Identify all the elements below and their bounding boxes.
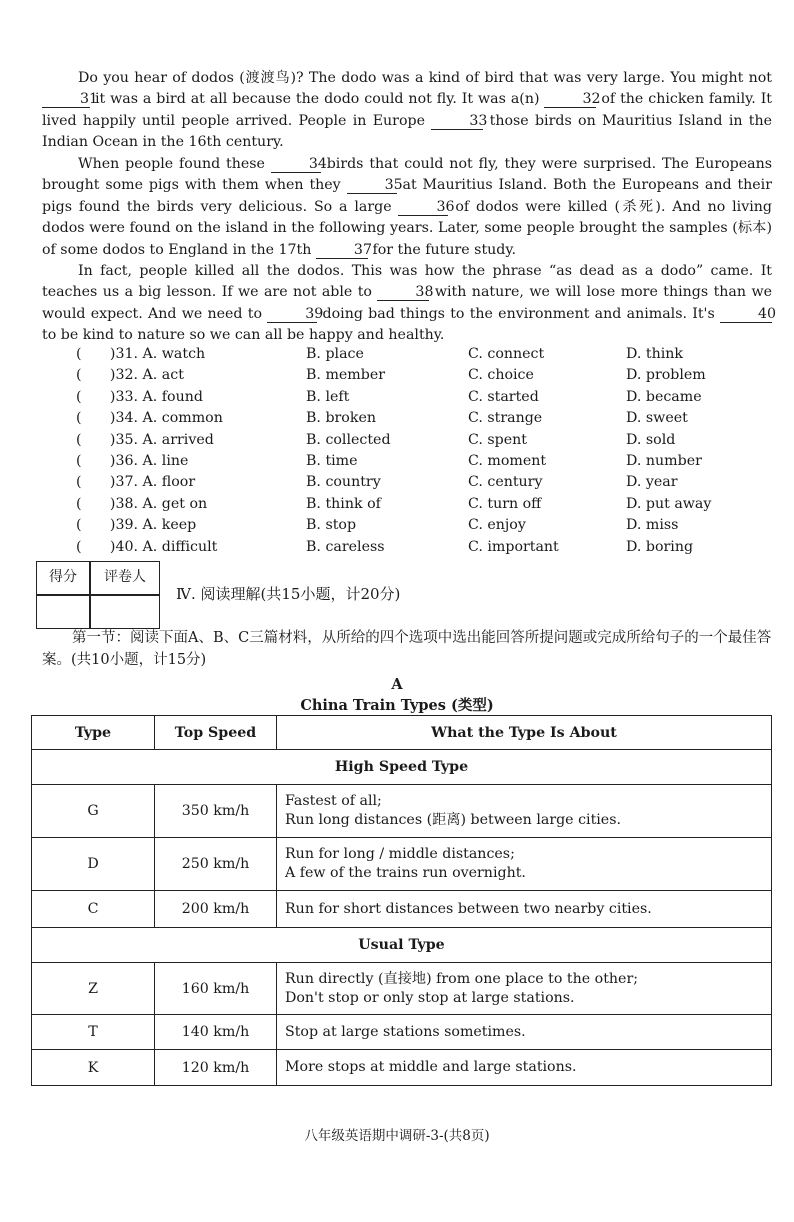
option-d[interactable]: D. number bbox=[626, 452, 702, 469]
group-usual: Usual Type bbox=[32, 928, 772, 963]
passage-text: it was a bird at all because the dodo could not fly. It was a(n) bbox=[94, 91, 540, 108]
desc-line: Don't stop or only stop at large stations. bbox=[285, 989, 575, 1006]
header-type: Type bbox=[32, 716, 155, 750]
option-row-40 bbox=[76, 537, 776, 558]
option-a[interactable]: ( )40. A. difficult bbox=[76, 538, 218, 555]
option-b[interactable]: B. left bbox=[306, 388, 350, 405]
option-b[interactable]: B. member bbox=[306, 367, 386, 384]
option-d[interactable]: D. put away bbox=[626, 495, 712, 512]
option-b[interactable]: B. stop bbox=[306, 517, 357, 534]
option-d[interactable]: D. became bbox=[626, 388, 702, 405]
blank-31: 31 bbox=[42, 92, 90, 108]
blank-36: 36 bbox=[398, 200, 448, 216]
blank-37: 37 bbox=[316, 243, 368, 259]
option-row-34 bbox=[76, 408, 776, 429]
type-cell: C bbox=[32, 891, 155, 928]
option-d[interactable]: D. miss bbox=[626, 517, 679, 534]
type-cell: G bbox=[32, 785, 155, 838]
speed-cell: 140 km/h bbox=[155, 1015, 277, 1050]
option-d[interactable]: D. year bbox=[626, 474, 678, 491]
blank-34: 34 bbox=[271, 157, 321, 173]
header-description: What the Type Is About bbox=[277, 716, 772, 750]
desc-cell bbox=[277, 838, 772, 891]
section-title: Ⅳ. 阅读理解(共15小题，计20分) bbox=[176, 585, 401, 603]
answer-options bbox=[76, 344, 776, 558]
option-row-37 bbox=[76, 472, 776, 493]
option-b[interactable]: B. country bbox=[306, 474, 381, 491]
train-types-table bbox=[31, 715, 772, 1086]
speed-cell: 350 km/h bbox=[155, 785, 277, 838]
option-b[interactable]: B. collected bbox=[306, 431, 391, 448]
option-d[interactable]: D. problem bbox=[626, 367, 706, 384]
passage-text: In fact, people killed all the dodos. This was how the phrase “as dead as a dodo” came. It teaches us a big lesson. If we are not able to bbox=[42, 263, 772, 301]
option-d[interactable]: D. sweet bbox=[626, 410, 688, 427]
option-a[interactable]: ( )32. A. act bbox=[76, 367, 184, 384]
option-d[interactable]: D. sold bbox=[626, 431, 676, 448]
passage-text: with nature, we will lose more things than we would expect. And we need to bbox=[42, 284, 772, 322]
passage-text: of dodos were killed (杀死). And no living dodos were found on the island in the following years. Later, some people brought the samples (标本) of some dodos to England in the 17th bbox=[42, 198, 772, 258]
option-row-33 bbox=[76, 387, 776, 408]
option-a[interactable]: ( )36. A. line bbox=[76, 452, 189, 469]
table-group-row bbox=[32, 928, 772, 963]
option-c[interactable]: C. moment bbox=[468, 452, 547, 469]
desc-cell: Stop at large stations sometimes. bbox=[277, 1015, 772, 1050]
option-c[interactable]: C. enjoy bbox=[468, 517, 526, 534]
option-c[interactable]: C. started bbox=[468, 388, 539, 405]
option-d[interactable]: D. boring bbox=[626, 538, 694, 555]
score-box bbox=[36, 561, 160, 629]
table-row bbox=[32, 838, 772, 891]
section-instruction: 第一节：阅读下面A、B、C三篇材料，从所给的四个选项中选出能回答所提问题或完成所给句子的一个最佳答案。(共10小题，计15分) bbox=[42, 630, 772, 668]
option-c[interactable]: C. century bbox=[468, 474, 543, 491]
table-row bbox=[32, 963, 772, 1015]
option-row-32 bbox=[76, 365, 776, 386]
speed-cell: 200 km/h bbox=[155, 891, 277, 928]
speed-cell: 160 km/h bbox=[155, 963, 277, 1015]
option-row-38 bbox=[76, 494, 776, 515]
option-row-31 bbox=[76, 344, 776, 365]
option-a[interactable]: ( )34. A. common bbox=[76, 410, 223, 427]
option-row-39 bbox=[76, 515, 776, 536]
option-b[interactable]: B. broken bbox=[306, 410, 376, 427]
passage-text: Do you hear of dodos (渡渡鸟)? The dodo was a kind of bird that was very large. You might not bbox=[78, 70, 772, 86]
desc-line: Run for long / middle distances; bbox=[285, 846, 515, 862]
option-a[interactable]: ( )35. A. arrived bbox=[76, 431, 214, 448]
option-b[interactable]: B. time bbox=[306, 452, 358, 469]
option-c[interactable]: C. spent bbox=[468, 431, 527, 448]
option-a[interactable]: ( )38. A. get on bbox=[76, 495, 208, 512]
option-b[interactable]: B. careless bbox=[306, 538, 385, 555]
blank-40: 40 bbox=[720, 307, 772, 323]
score-label: 得分 bbox=[49, 569, 77, 585]
passage-text: for the future study. bbox=[372, 241, 517, 258]
table-title: China Train Types (类型) bbox=[300, 697, 494, 714]
passage-paragraph-1 bbox=[42, 68, 772, 154]
option-d[interactable]: D. think bbox=[626, 346, 683, 362]
type-cell: T bbox=[32, 1015, 155, 1050]
passage-paragraph-2 bbox=[42, 154, 772, 261]
passage-text: doing bad things to the environment and animals. It's bbox=[322, 305, 715, 322]
option-b[interactable]: B. place bbox=[306, 346, 364, 362]
blank-35: 35 bbox=[347, 178, 397, 194]
desc-cell: Run for short distances between two nearby cities. bbox=[277, 891, 772, 928]
desc-line: A few of the trains run overnight. bbox=[285, 865, 526, 881]
passage-text: at Mauritius Island. Both the Europeans and their pigs found the birds very delicious. So a large bbox=[42, 177, 772, 215]
table-row bbox=[32, 1050, 772, 1086]
passage-text: birds that could not fly, they were surprised. The Europeans brought some pigs with them when they bbox=[42, 156, 772, 194]
type-cell: K bbox=[32, 1050, 155, 1086]
option-c[interactable]: C. strange bbox=[468, 410, 543, 427]
option-c[interactable]: C. important bbox=[468, 538, 559, 555]
passage-text: When people found these bbox=[78, 156, 265, 172]
option-a[interactable]: ( )39. A. keep bbox=[76, 517, 197, 534]
table-row bbox=[32, 1015, 772, 1050]
page-footer: 八年级英语期中调研-3-(共8页) bbox=[304, 1128, 490, 1144]
option-row-35 bbox=[76, 430, 776, 451]
blank-33: 33 bbox=[431, 114, 483, 130]
desc-cell: More stops at middle and large stations. bbox=[277, 1050, 772, 1086]
passage-letter: A bbox=[391, 676, 403, 693]
option-c[interactable]: C. choice bbox=[468, 367, 534, 384]
option-a[interactable]: ( )33. A. found bbox=[76, 388, 203, 405]
desc-cell bbox=[277, 785, 772, 838]
option-a[interactable]: ( )37. A. floor bbox=[76, 474, 196, 491]
blank-32: 32 bbox=[544, 92, 596, 108]
option-row-36 bbox=[76, 451, 776, 472]
passage-text: to be kind to nature so we can all be happy and healthy. bbox=[42, 327, 445, 344]
desc-cell bbox=[277, 963, 772, 1015]
desc-line: Run directly (直接地) from one place to the other; bbox=[285, 970, 639, 987]
option-a[interactable]: ( )31. A. watch bbox=[76, 346, 206, 362]
type-cell: D bbox=[32, 838, 155, 891]
desc-line: Fastest of all; bbox=[285, 793, 382, 809]
passage-text: of the chicken family. It lived happily until people arrived. People in Europe bbox=[42, 91, 773, 129]
group-high-speed: High Speed Type bbox=[32, 750, 772, 785]
table-row bbox=[32, 785, 772, 838]
score-box-divider bbox=[37, 594, 159, 596]
desc-line: Run long distances (距离) between large cities. bbox=[285, 812, 621, 828]
passage-paragraph-3 bbox=[42, 261, 777, 347]
grader-label: 评卷人 bbox=[104, 569, 146, 585]
table-row bbox=[32, 891, 772, 928]
header-top-speed: Top Speed bbox=[155, 716, 277, 750]
passage-text: those birds on Mauritius Island in the Indian Ocean in the 16th century. bbox=[42, 112, 773, 151]
option-b[interactable]: B. think of bbox=[306, 495, 381, 512]
blank-38: 38 bbox=[377, 285, 429, 301]
table-header-row bbox=[32, 716, 772, 750]
speed-cell: 250 km/h bbox=[155, 838, 277, 891]
table-group-row bbox=[32, 750, 772, 785]
option-c[interactable]: C. connect bbox=[468, 346, 545, 362]
type-cell: Z bbox=[32, 963, 155, 1015]
speed-cell: 120 km/h bbox=[155, 1050, 277, 1086]
option-c[interactable]: C. turn off bbox=[468, 495, 542, 512]
blank-39: 39 bbox=[267, 307, 317, 323]
